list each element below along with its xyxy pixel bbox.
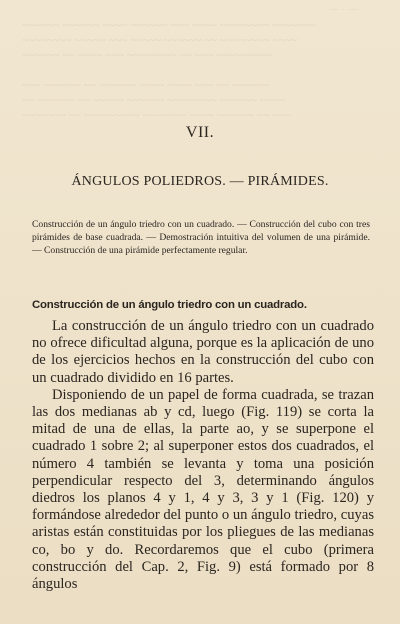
chapter-number: VII. — [185, 124, 215, 141]
paragraph: La construcción de un ángulo triedro con un cuadrado no ofrece dificultad alguna, porque es la aplicación de uno de los ejercicios hechos en la construcción del cubo con un cuadrado dividido en 16 partes. — [32, 318, 374, 386]
chapter-title: ÁNGULOS POLIEDROS. — PIRÁMIDES. — [71, 174, 329, 189]
chapter-summary: Construcción de un ángulo triedro con un cuadrado. — Construcción del cubo con tres pirámides de base cuadrada. — Demostración intuitiva del volumen de una pirámide. — Construcción de una pirámide perfectamente regular. — [32, 219, 370, 256]
section-heading: Construcción de un ángulo triedro con un cuadrado. — [32, 299, 307, 311]
paragraph: Disponiendo de un papel de forma cuadrada, se trazan las dos medianas ab y cd, luego (Fig. 119) se corta la mitad de una de ellas, la parte ao, y se superpone el cuadrado 1 sobre 2; al superponer estos dos cuadrados, el número 4 también se levanta y toma una posición perpendicular respecto del 3, determinando ángulos diedros los planos 4 y 1, 4 y 3, 3 y 1 (Fig. 120) y formándose alrededor del punto o un ángulo triedro, cuyas aristas están constituidas por los pliegues de las medianas co, bo y do. Recordaremos que el cubo (primera construcción del Cap. 2, Fig. 9) está formado por 8 ángulos — [32, 386, 374, 593]
bleed-through-text: — · — ~~~~~~ ~~~~~~ ~~~~ ~~~~~~ ~~~ ~~~~ ~~~~~~~~ ~~~~~~~ ~~~~~~~~ ~~~~~ ~~~ ~~~~~ ~~~~~~ ~~ ~~~~~~~~ ~~~~ ~~~~~~ ~~ ~~~~ ~~~ ~~~~~~~~ ~~ ~~~ ~~~~~~~~~ ~~~ ~~~~~~ ~~ ~~~~~~ ~~~~ ~~~~ ~~~ ~~ ~~~~~~ ~~ ~~~~~~ ~~ ~~~~~ ~~~~~~ ~~~~~~~~ ~~~~~~ ~~~~ ~~~~~~~ ~~ ~~~~~~~~~ ~~~~~~~ ~~~~ ~~~~~~ ~~ ~~~ — [22, 4, 358, 120]
body-text — [32, 318, 374, 593]
